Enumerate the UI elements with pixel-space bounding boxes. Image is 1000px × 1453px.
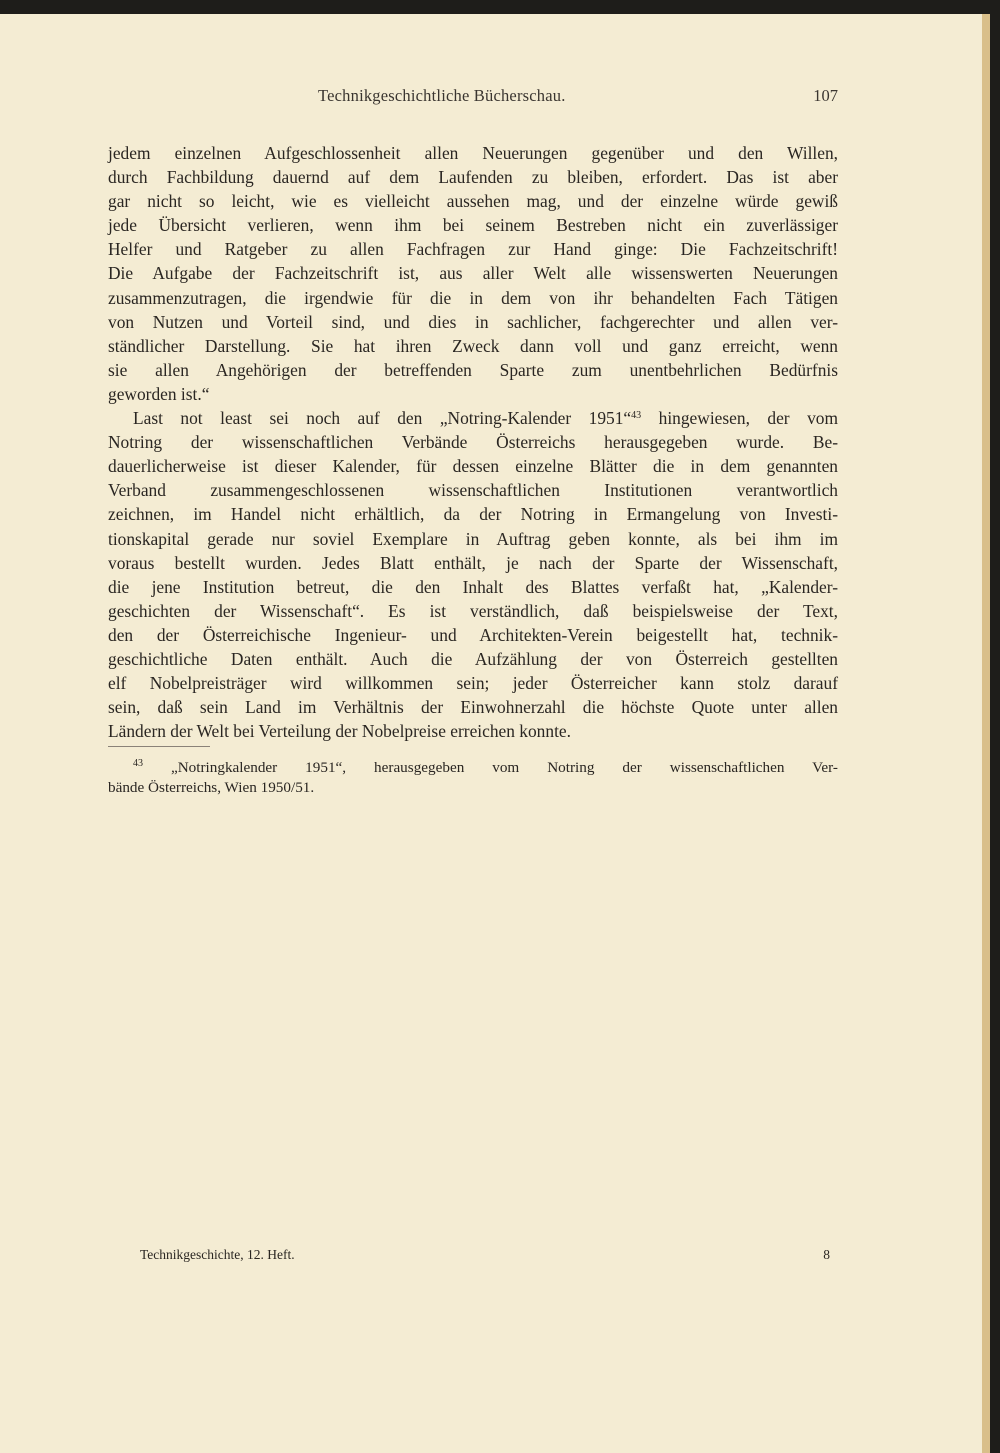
footnote-ref: 43 <box>631 410 642 422</box>
text-line: Ländern der Welt bei Verteilung der Nobelpreise erreichen konnte. <box>108 721 571 742</box>
running-header <box>108 86 838 110</box>
text-line: Verband zusammengeschlossenen wissenschaftlichen Institutionen verantwortlich <box>108 480 838 501</box>
text-line: elf Nobelpreisträger wird willkommen sein; jeder Österreicher kann stolz darauf <box>108 673 838 694</box>
text-line: ständlicher Darstellung. Sie hat ihren Zweck dann voll und ganz erreicht, wenn <box>108 335 838 356</box>
page-number: 107 <box>813 86 838 105</box>
text-line: gar nicht so leicht, wie es vielleicht aussehen mag, und der einzelne würde gewiß <box>108 191 838 212</box>
text-line: jede Übersicht verlieren, wenn ihm bei seinem Bestreben nicht ein zuverlässiger <box>108 215 838 236</box>
text-line: durch Fachbildung dauernd auf dem Laufenden zu bleiben, erfordert. Das ist aber <box>108 167 838 188</box>
text-line: sie allen Angehörigen der betreffenden Sparte zum unentbehrlichen Bedürfnis <box>108 359 838 380</box>
text-span: „Notringkalender 1951“, herausgegeben vom Notring der wissenschaftlichen Ver- <box>143 759 838 776</box>
text-line <box>108 406 838 430</box>
text-span: Last not least sei noch auf den „Notring-Kalender 1951“ <box>133 408 632 429</box>
text-line: den der Österreichische Ingenieur- und Architekten-Verein beigestellt hat, technik- <box>108 624 838 645</box>
footnote-rule <box>108 746 210 747</box>
text-line: Notring der wissenschaftlichen Verbände Österreichs herausgegeben wurde. Be- <box>108 432 838 453</box>
journal-name: Technikgeschichte, 12. Heft. <box>140 1247 295 1262</box>
text-line: sein, daß sein Land im Verhältnis der Einwohnerzahl die höchste Quote unter allen <box>108 697 838 718</box>
paragraph-2 <box>108 406 838 743</box>
text-line: geschichtliche Daten enthält. Auch die Aufzählung der von Österreich gestellten <box>108 648 838 669</box>
text-line: die jene Institution betreut, die den Inhalt des Blattes verfaßt hat, „Kalender- <box>108 576 838 597</box>
footnote-line: bände Österreichs, Wien 1950/51. <box>108 778 315 796</box>
running-title: Technikgeschichtliche Bücherschau. <box>318 86 566 105</box>
footnote-marker: 43 <box>133 758 143 769</box>
paragraph-1 <box>108 141 838 406</box>
body-text <box>108 141 838 743</box>
text-line: von Nutzen und Vorteil sind, und dies in sachlicher, fachgerechter und allen ver- <box>108 311 838 332</box>
signature-mark: 8 <box>823 1247 830 1262</box>
text-line: jedem einzelnen Aufgeschlossenheit allen Neuerungen gegenüber und den Willen, <box>108 143 838 163</box>
footnote-line <box>108 758 838 778</box>
text-line: geschichten der Wissenschaft“. Es ist verständlich, daß beispielsweise der Text, <box>108 600 838 621</box>
text-line: dauerlicherweise ist dieser Kalender, für dessen einzelne Blätter die in dem genannten <box>108 456 838 477</box>
text-line: voraus bestellt wurden. Jedes Blatt enthält, je nach der Sparte der Wissenschaft, <box>108 552 838 573</box>
text-line: zeichnen, im Handel nicht erhältlich, da der Notring in Ermangelung von Investi- <box>108 504 838 525</box>
text-line: geworden ist.“ <box>108 383 210 404</box>
footnote <box>108 758 838 797</box>
text-line: Helfer und Ratgeber zu allen Fachfragen zur Hand ginge: Die Fachzeitschrift! <box>108 239 838 260</box>
text-line: Die Aufgabe der Fachzeitschrift ist, aus aller Welt alle wissenswerten Neuerungen <box>108 263 838 284</box>
text-line: tionskapital gerade nur soviel Exemplare in Auftrag geben konnte, als bei ihm im <box>108 528 838 549</box>
text-span: hingewiesen, der vom <box>641 408 838 429</box>
text-line: zusammenzutragen, die irgendwie für die in dem von ihr behandelten Fach Tätigen <box>108 287 838 308</box>
